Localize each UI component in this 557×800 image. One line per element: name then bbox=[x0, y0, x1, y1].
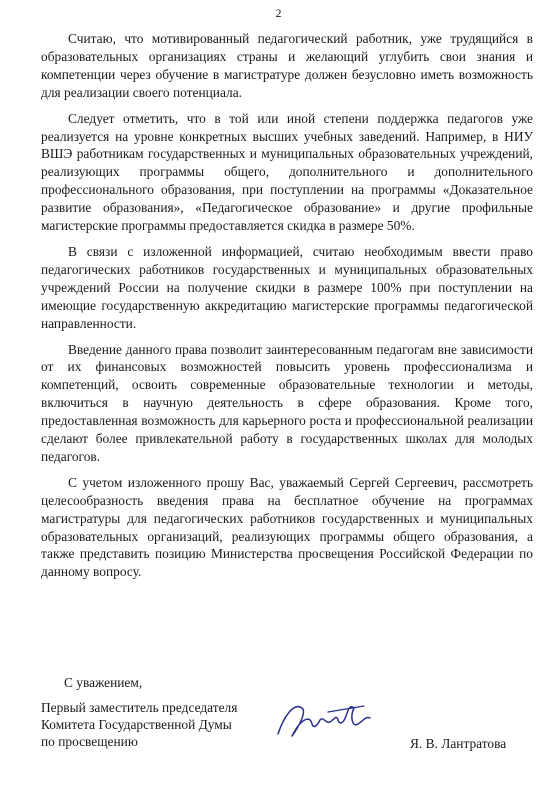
paragraph-2: Следует отметить, что в той или иной степени поддержка педагогов уже реализуется на уровне конкретных высших учебных заведений. Например, в НИУ ВШЭ работникам государственных и муниципальных образовательных учреждений, реализующих программы общего, дополнительного и дополнительного профессионального образования, при поступлении на программы «Доказательное развитие образования», «Педагогическое образование» и другие профильные магистерские программы предоставляется скидка в размере 50%. bbox=[41, 110, 533, 234]
letter-body bbox=[41, 30, 533, 589]
closing-salutation: С уважением, bbox=[64, 675, 143, 690]
paragraph-4: Введение данного права позволит заинтересованным педагогам вне зависимости от их финансовых возможностей повысить уровень профессионализма и компетенций, освоить современные образовательные технологии и методы, включиться в научную деятельность в сфере образования. Кроме того, предоставленная возможность для карьерного роста и профессиональной реализации сделают более привлекательной работу в государственных школах для молодых педагогов. bbox=[41, 341, 533, 464]
paragraph-3: В связи с изложенной информацией, считаю необходимым ввести право педагогических работников государственных и муниципальных образовательных учреждений России на получение скидки в размере 100% при поступлении на имеющие государственную аккредитацию магистерские программы педагогической направленности. bbox=[41, 243, 533, 331]
page-number: 2 bbox=[275, 6, 282, 20]
signer-name: Я. В. Лантратова bbox=[410, 736, 507, 751]
signer-title-line-2: Комитета Государственной Думы bbox=[41, 717, 232, 732]
signer-title-line-3: по просвещению bbox=[41, 734, 138, 749]
signer-title-line-1: Первый заместитель председателя bbox=[41, 700, 238, 715]
handwritten-signature bbox=[268, 694, 380, 746]
paragraph-1: Считаю, что мотивированный педагогический работник, уже трудящийся в образовательных организациях страны и желающий углубить свои знания и компетенции через обучение в магистратуре должен безусловно иметь возможность для реализации своего потенциала. bbox=[41, 31, 533, 100]
signer-title bbox=[41, 699, 281, 750]
paragraph-5: С учетом изложенного прошу Вас, уважаемый Сергей Сергеевич, рассмотреть целесообразность введения права на бесплатное обучение на программах магистратуры для педагогических работников государственных и муниципальных образовательных организаций, реализующих программы общего образования, а также представить позицию Министерства просвещения Российской Федерации по данному вопросу. bbox=[41, 474, 533, 580]
